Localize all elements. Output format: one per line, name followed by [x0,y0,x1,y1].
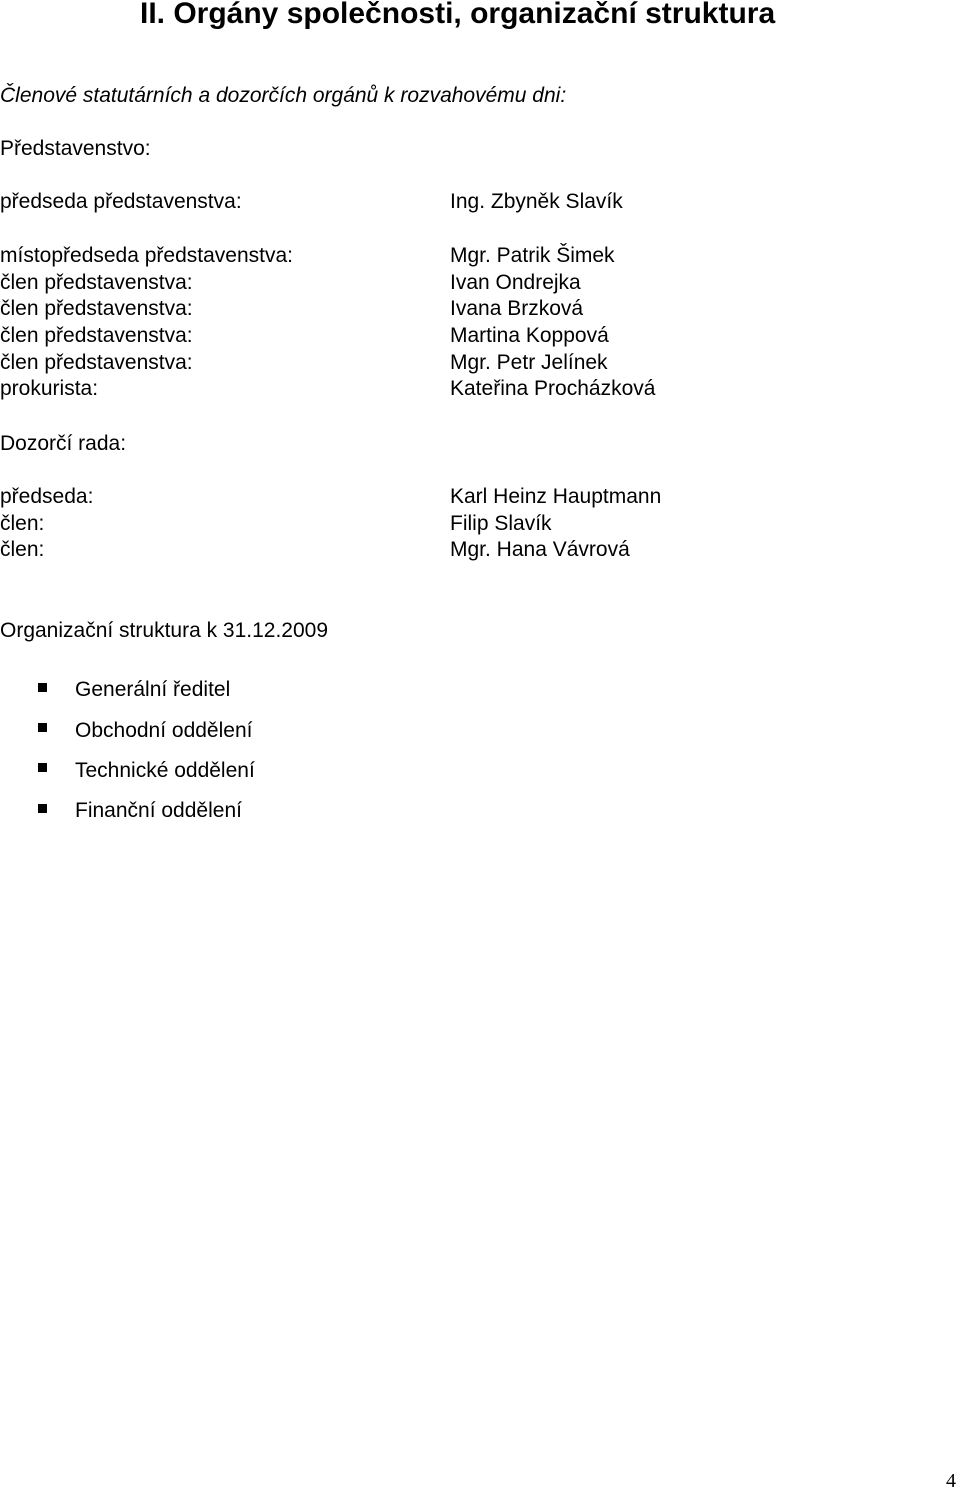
board-member-names [450,243,655,403]
list-item [38,670,255,710]
board-member-name: Martina Koppová [450,324,609,348]
board-member-role: člen představenstva: [0,270,193,294]
page-number: 4 [946,1470,956,1492]
board-member-role: člen představenstva: [0,350,193,374]
board-heading: Představenstvo: [0,137,151,160]
board-chair-role: předseda představenstva: [0,190,242,213]
list-item [38,751,255,791]
supervisory-names [450,484,661,564]
org-item-label: Technické oddělení [75,758,255,782]
board-member-role: člen představenstva: [0,297,193,321]
org-list [38,670,255,832]
supervisory-name: Filip Slavík [450,511,552,535]
square-bullet-icon [38,804,47,813]
board-member-name: Ivana Brzková [450,297,584,321]
org-item-label: Finanční oddělení [75,799,242,823]
page-title: II. Orgány společnosti, organizační struktura [140,0,776,30]
supervisory-roles [0,484,93,564]
supervisory-name: Mgr. Hana Vávrová [450,538,630,562]
board-member-name: Ivan Ondrejka [450,270,581,294]
board-member-role: prokurista: [0,377,99,401]
supervisory-role: předseda: [0,485,94,508]
list-item [38,791,255,831]
board-member-name: Kateřina Procházková [450,377,656,401]
supervisory-name: Karl Heinz Hauptmann [450,485,662,508]
board-member-name: Mgr. Patrik Šimek [450,244,615,267]
list-item [38,710,255,750]
board-chair-name: Ing. Zbyněk Slavík [450,190,623,213]
supervisory-role: člen: [0,511,45,535]
subtitle: Členové statutárních a dozorčích orgánů k rozvahovému dni: [0,84,567,107]
board-member-name: Mgr. Petr Jelínek [450,350,608,374]
square-bullet-icon [38,763,47,772]
org-item-label: Generální ředitel [75,678,231,702]
supervisory-heading: Dozorčí rada: [0,432,127,455]
square-bullet-icon [38,723,47,732]
org-item-label: Obchodní oddělení [75,718,253,742]
org-heading: Organizační struktura k 31.12.2009 [0,619,329,642]
board-member-roles [0,243,293,403]
supervisory-role: člen: [0,538,45,562]
board-member-role: místopředseda představenstva: [0,244,293,267]
square-bullet-icon [38,683,47,692]
board-member-role: člen představenstva: [0,324,193,348]
